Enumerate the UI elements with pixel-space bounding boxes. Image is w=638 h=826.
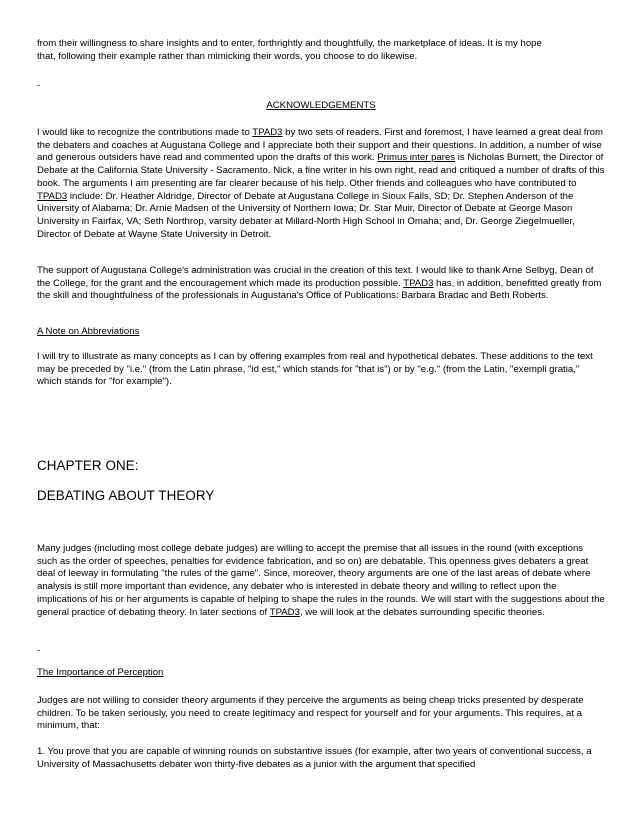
ack-p1-text-d: include: Dr. Heather Aldridge, Director of Debate at Augustana College in Sioux Falls, SD; Dr. Stephen Anderson of the University of Alabama; Dr. Arnie Madsen of the University of Northern Iowa; Dr. Star Muir, Director of Debate at George Mason University in Fairfax, VA; Seth Northrop, varsity debater at Millard-North High School in Omaha; and, Dr. George Ziegelmueller, Director of Debate at Wayne State University in Detroit.: [37, 190, 575, 240]
tpad3-link[interactable]: TPAD3: [269, 606, 300, 618]
theory-text-a: Many judges (including most college debate judges) are willing to accept the premise that all issues in the round (with exceptions such as the order of speeches, penalties for evidence fabrication, and so on) are debatable. This openness gives debaters a great deal of leeway in formulating "the rules of the game". Since, moreover, theory arguments are one of the last areas of debate where analysis is still more important than evidence, any debater who is interested in debate theory and willing to reflect upon the implications of his or her arguments is capable of helping to shape the rules in the rounds. We will start with the suggestions about the general practice of debating theory. In later sections of: [37, 543, 605, 618]
chapter-number-heading: CHAPTER ONE:: [37, 458, 139, 473]
abbreviations-heading: A Note on Abbreviations: [37, 326, 140, 337]
acknowledgements-paragraph-2: [37, 265, 605, 303]
ack-p1-text-c: is Nicholas Burnett, the Director of Debate at the California State University - Sacramento. Nick, a fine writer in his own right, read and critiqued a number of drafts of this book. The arguments I am presenting are far clearer because of his help. Other friends and colleagues who have contributed to: [37, 152, 605, 189]
tpad3-link[interactable]: TPAD3: [252, 127, 283, 138]
intro-line-1: from their willingness to share insights and to enter, forthrightly and thoughtfully, the marketplace of ideas. It is my hope: [37, 38, 542, 49]
tpad3-link[interactable]: TPAD3: [37, 190, 68, 202]
ack-p1-text-a: I would like to recognize the contributions made to: [37, 127, 253, 138]
acknowledgements-heading: ACKNOWLEDGEMENTS: [266, 100, 376, 111]
ack-p1-text-b: by two sets of readers. First and foremost, I have learned a great deal from the debaters and coaches at Augustana College and I appreciate both their support and their questions. In addition, a number of wise and generous outsiders have read and commented upon the drafts of this work.: [37, 127, 603, 164]
theory-text-b: , we will look at the debates surrounding specific theories.: [299, 606, 545, 618]
intro-line-2: that, following their example rather than mimicking their words, you choose to do likewise.: [37, 50, 418, 62]
tpad3-link[interactable]: TPAD3: [403, 277, 434, 289]
perception-heading: The Importance of Perception: [37, 667, 164, 678]
ack-p2-text-b: has, in addition, benefitted greatly from the skill and thoughtfulness of the professionals in Augustana's Office of Publications: Barbara Bradac and Beth Roberts.: [37, 277, 602, 302]
perception-paragraph-1: Judges are not willing to consider theory arguments if they perceive the arguments as being cheap tricks presented by desperate children. To be taken seriously, you need to create legitimacy and respect for yourself and for your arguments. This requires, at a minimum, that:: [37, 695, 584, 732]
intro-paragraph: [37, 38, 605, 63]
separator-dash: -: [37, 80, 40, 90]
acknowledgements-paragraph-1: [37, 127, 605, 241]
ack-p2-text-a: The support of Augustana College's administration was crucial in the creation of this text. I would like to thank Arne Selbyg, Dean of the College, for the grant and the encouragement which made its production possible.: [37, 265, 594, 289]
abbreviations-paragraph: I will try to illustrate as many concepts as I can by offering examples from real and hypothetical debates. These additions to the text may be preceded by "i.e." (from the Latin phrase, "id est," which stands for "that is") or by "e.g." (from the Latin, "exempli gratia," which stands for "for example").: [37, 351, 593, 388]
theory-paragraph: [37, 543, 605, 619]
perception-paragraph-2: 1. You prove that you are capable of winning rounds on substantive issues (for example, after two years of conventional success, a University of Massachusetts debater won thirty-five debates as a junior with the argument that specified: [37, 746, 592, 770]
primus-inter-pares-link[interactable]: Primus inter pares: [377, 152, 456, 164]
separator-dash: -: [37, 645, 40, 655]
chapter-title-heading: DEBATING ABOUT THEORY: [37, 488, 215, 503]
